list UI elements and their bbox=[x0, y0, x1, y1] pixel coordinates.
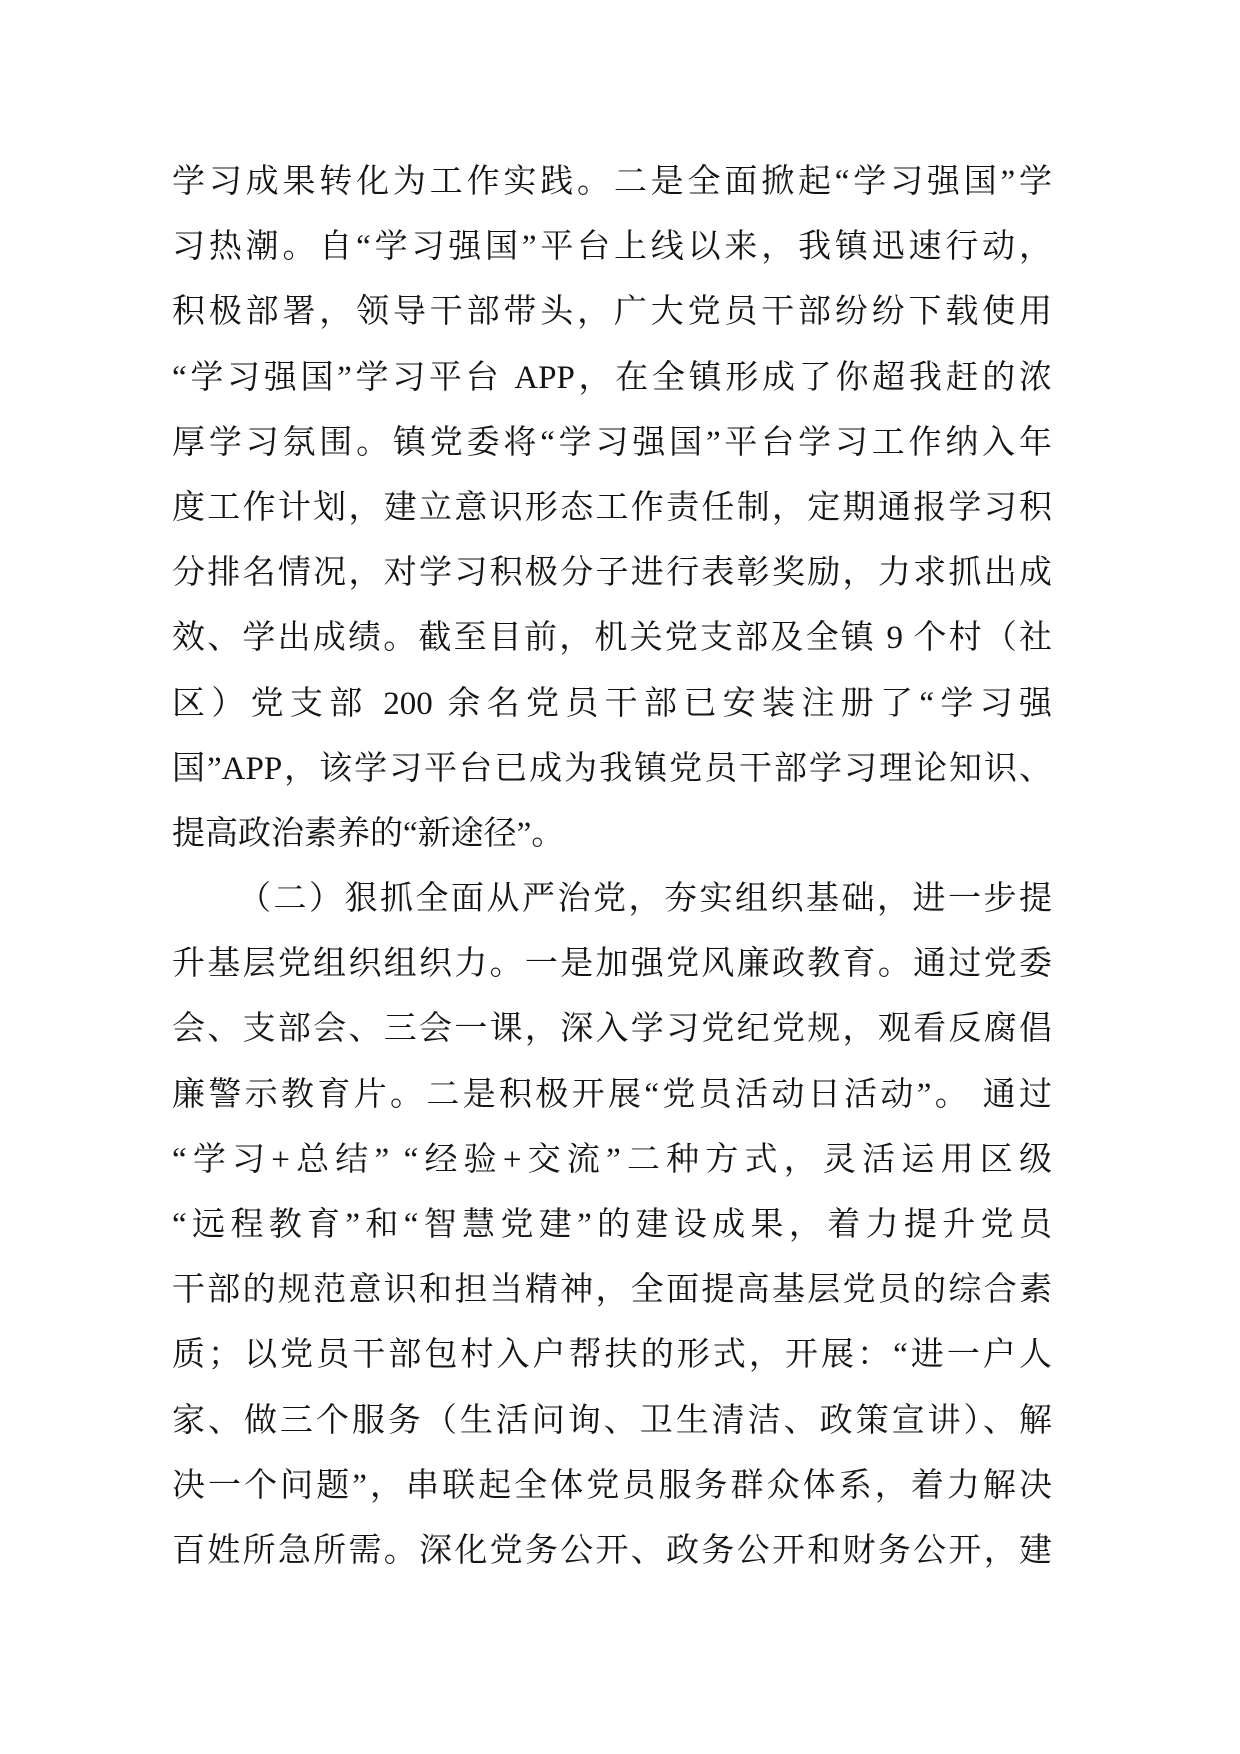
text-line: 分排名情况，对学习积极分子进行表彰奖励，力求抓出成 bbox=[172, 555, 1052, 592]
text-line: “远程教育”和“智慧党建”的建设成果，着力提升党员 bbox=[172, 1207, 1052, 1243]
paragraph-1 bbox=[172, 150, 1052, 867]
text-line: 决一个问题”，串联起全体党员服务群众体系，着力解决 bbox=[172, 1467, 1052, 1504]
text-line: 会、支部会、三会一课，深入学习党纪党规，观看反腐倡 bbox=[172, 1011, 1052, 1048]
text-line: 家、做三个服务（生活问询、卫生清洁、政策宣讲）、解 bbox=[172, 1402, 1052, 1439]
text-line: 度工作计划，建立意识形态工作责任制，定期通报学习积 bbox=[172, 489, 1052, 526]
text-line: 提高政治素养的“新途径”。 bbox=[172, 815, 565, 852]
text-line: 积极部署，领导干部带头，广大党员干部纷纷下载使用 bbox=[172, 294, 1052, 331]
text-line: 效、学出成绩。截至目前，机关党支部及全镇 9 个村（社 bbox=[172, 620, 1052, 657]
text-line: 百姓所急所需。深化党务公开、政务公开和财务公开，建 bbox=[172, 1532, 1052, 1569]
text-line: “学习强国”学习平台 APP，在全镇形成了你超我赶的浓 bbox=[172, 359, 1052, 396]
text-line: “学习+总结” “经验+交流”二种方式，灵活运用区级 bbox=[172, 1141, 1052, 1178]
text-line: 区）党支部 200 余名党员干部已安装注册了“学习强 bbox=[172, 685, 1052, 722]
body-text bbox=[172, 150, 1052, 1584]
text-line: 学习成果转化为工作实践。二是全面掀起“学习强国”学 bbox=[172, 164, 1052, 200]
text-line: 升基层党组织组织力。一是加强党风廉政教育。通过党委 bbox=[172, 946, 1052, 983]
text-line: 国”APP，该学习平台已成为我镇党员干部学习理论知识、 bbox=[172, 750, 1052, 787]
text-line: 厚学习氛围。镇党委将“学习强国”平台学习工作纳入年 bbox=[172, 424, 1052, 461]
text-line: 廉警示教育片。二是积极开展“党员活动日活动”。 通过 bbox=[172, 1076, 1052, 1113]
text-line: 习热潮。自“学习强国”平台上线以来，我镇迅速行动， bbox=[172, 229, 1052, 266]
text-line: 干部的规范意识和担当精神，全面提高基层党员的综合素 bbox=[172, 1272, 1052, 1309]
paragraph-2 bbox=[172, 867, 1052, 1584]
text-line: 质；以党员干部包村入户帮扶的形式，开展：“进一户人 bbox=[172, 1337, 1052, 1374]
text-line: （二）狠抓全面从严治党，夯实组织基础，进一步提 bbox=[238, 881, 1052, 918]
